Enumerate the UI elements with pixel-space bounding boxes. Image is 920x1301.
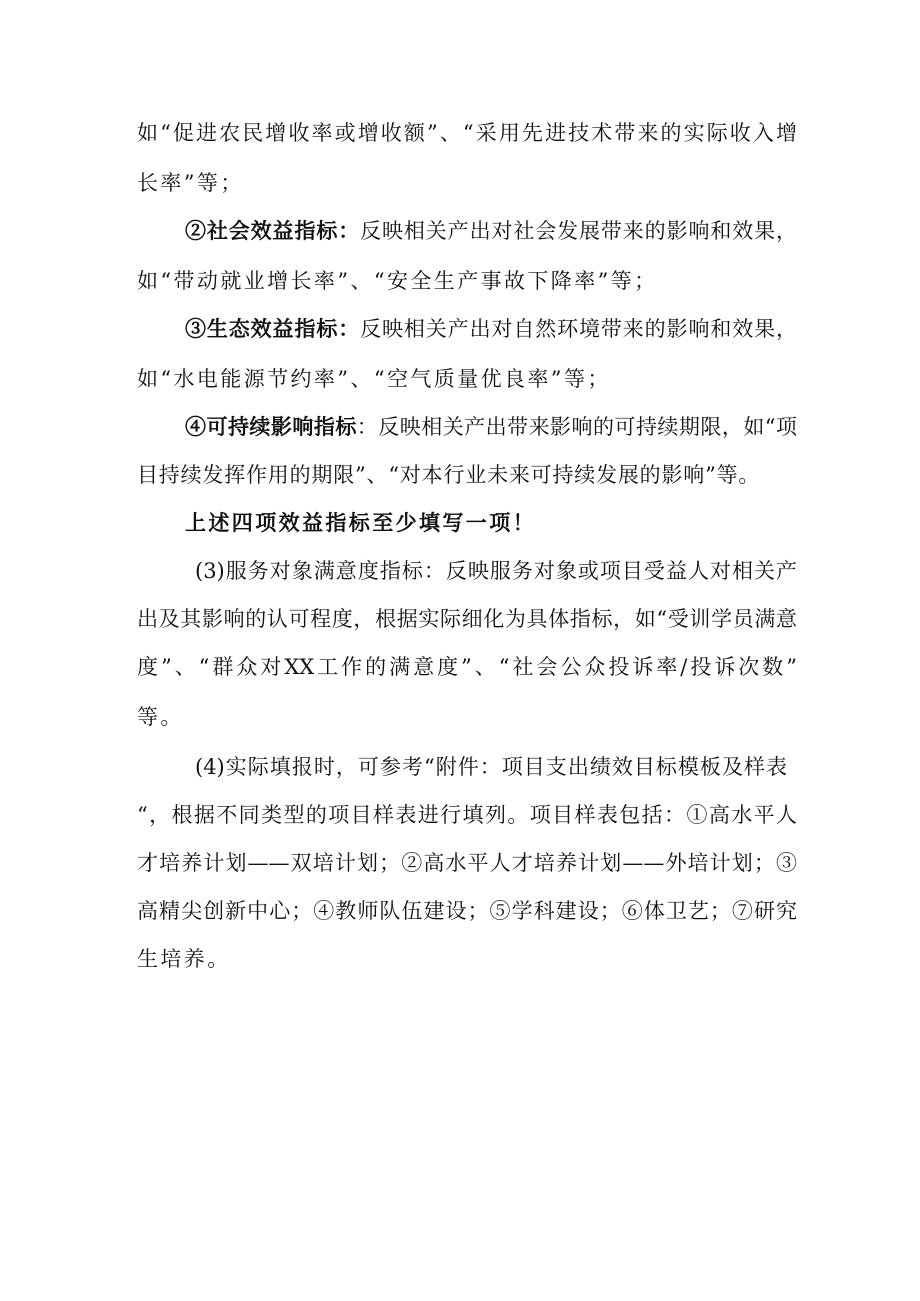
ecological-benefit-line	[185, 314, 797, 344]
sustainable-impact-line	[185, 412, 797, 442]
paragraph-line: 如“促进农民增收率或增收额”、“采用先进技术带来的实际收入增	[137, 121, 797, 145]
requirement-note: 上述四项效益指标至少填写一项！	[185, 510, 536, 535]
paragraph-line: 等。	[137, 705, 184, 729]
paragraph-line: 目持续发挥作用的期限”、“对本行业未来可持续发展的影响”等。	[137, 463, 761, 487]
ecological-benefit-heading: ③生态效益指标：	[185, 316, 361, 341]
paragraph-line: (3)服务对象满意度指标：反映服务对象或项目受益人对相关产	[195, 559, 797, 583]
paragraph-line: 长率”等；	[137, 171, 244, 195]
paragraph-line: 才培养计划——双培计划；②高水平人才培养计划——外培计划；③	[137, 851, 797, 875]
paragraph-line: 生培养。	[137, 947, 231, 971]
sustainable-impact-text: ：反映相关产出带来影响的可持续期限，如“项	[356, 415, 798, 439]
paragraph-line: 如“水电能源节约率”、“空气质量优良率”等；	[137, 367, 611, 391]
paragraph-line: 如“带动就业增长率”、“安全生产事故下降率”等；	[137, 269, 658, 293]
social-benefit-heading: ②社会效益指标：	[185, 218, 361, 243]
sustainable-impact-heading: ④可持续影响指标	[185, 414, 357, 439]
social-benefit-text: 反映相关产出对社会发展带来的影响和效果，	[360, 219, 798, 243]
social-benefit-line	[185, 216, 797, 246]
ecological-benefit-text: 反映相关产出对自然环境带来的影响和效果，	[360, 317, 798, 341]
paragraph-line: 高精尖创新中心；④教师队伍建设；⑤学科建设；⑥体卫艺；⑦研究	[137, 899, 797, 923]
paragraph-line: 出及其影响的认可程度，根据实际细化为具体指标，如“受训学员满意	[137, 607, 797, 631]
paragraph-line: 度”、“群众对XX工作的满意度”、“社会公众投诉率/投诉次数”	[137, 655, 797, 679]
paragraph-line: (4)实际填报时，可参考“附件：项目支出绩效目标模板及样表	[195, 755, 787, 779]
paragraph-line: “，根据不同类型的项目样表进行填列。项目样表包括：①高水平人	[137, 803, 797, 827]
